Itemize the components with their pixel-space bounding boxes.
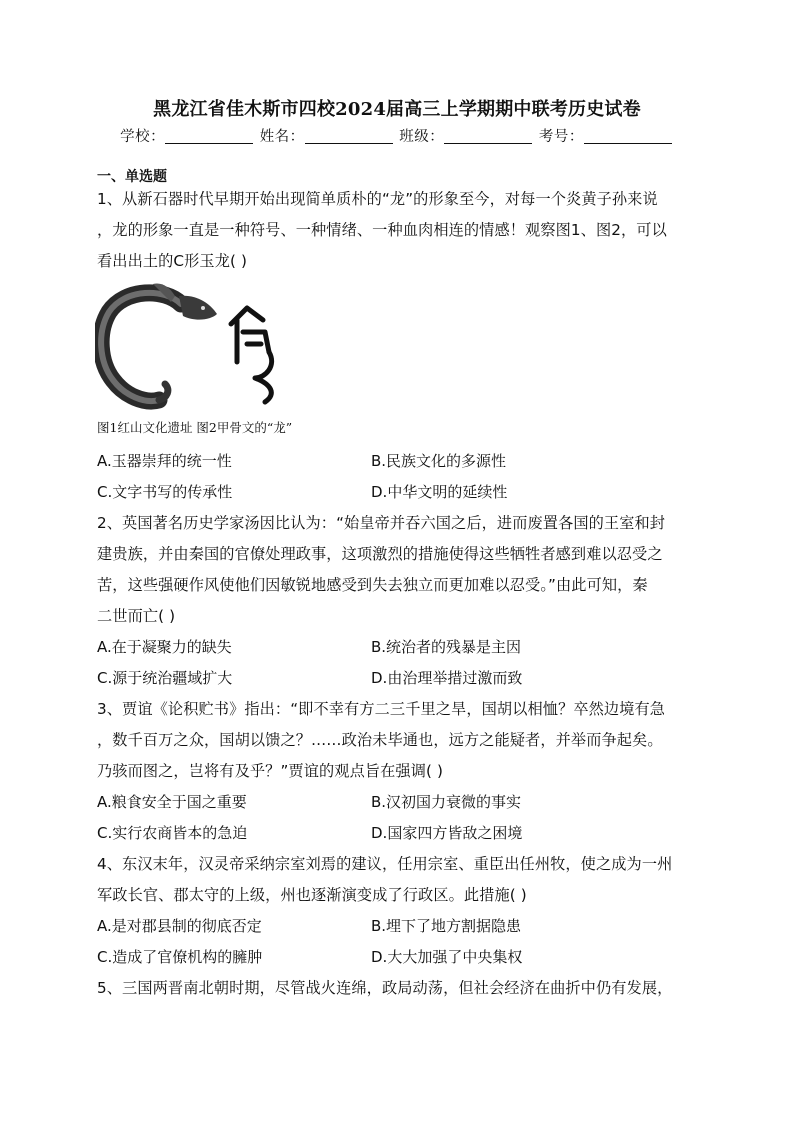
school-label: 学校： <box>120 129 166 145</box>
jade-dragon-figure <box>95 282 295 412</box>
student-info-row <box>0 125 794 146</box>
q4-option-a[interactable]: A.是对郡县制的彻底否定 <box>97 917 262 935</box>
q1-option-b[interactable]: B.民族文化的多源性 <box>371 452 507 470</box>
q3-text-line-1: 3、贾谊《论积贮书》指出：“即不幸有方二三千里之旱，国胡以相恤？卒然边境有急 <box>97 700 666 718</box>
q3-text-line-2: ，数千百万之众，国胡以馈之？……政治未毕通也，远方之能疑者，并举而争起矣。 <box>97 731 663 749</box>
q2-option-c[interactable]: C.源于统治疆域扩大 <box>97 669 233 687</box>
q2-text-line-4: 二世而亡( ) <box>97 607 176 625</box>
q4-text-line-1: 4、东汉末年，汉灵帝采纳宗室刘焉的建议，任用宗室、重臣出任州牧，使之成为一州 <box>97 855 673 873</box>
school-blank <box>165 128 253 144</box>
q1-text-line-1: 1、从新石器时代早期开始出现简单质朴的“龙”的形象至今，对每一个炎黄子孙来说 <box>97 190 658 208</box>
q3-option-a[interactable]: A.粮食安全于国之重要 <box>97 793 247 811</box>
q1-text-line-2: ，龙的形象一直是一种符号、一种情绪、一种血肉相连的情感！观察图1、图2，可以 <box>97 221 667 239</box>
q4-text-line-2: 军政长官、郡太守的上级，州也逐渐演变成了行政区。此措施( ) <box>97 886 527 904</box>
section-heading: 一、单选题 <box>97 169 167 185</box>
q2-text-line-3: 苦，这些强硬作风使他们因敏锐地感受到失去独立而更加难以忍受。”由此可知，秦 <box>97 576 648 594</box>
q4-option-d[interactable]: D.大大加强了中央集权 <box>371 948 523 966</box>
oracle-bone-dragon-glyph <box>231 308 272 402</box>
class-label: 班级： <box>399 129 445 145</box>
q4-option-c[interactable]: C.造成了官僚机构的臃肿 <box>97 948 263 966</box>
jade-dragon-image <box>101 284 217 402</box>
q5-text-line-1: 5、三国两晋南北朝时期，尽管战火连绵，政局动荡，但社会经济在曲折中仍有发展， <box>97 979 673 997</box>
q2-text-line-2: 建贵族，并由秦国的官僚处理政事，这项激烈的措施使得这些牺牲者感到难以忍受之 <box>97 545 663 563</box>
q2-option-a[interactable]: A.在于凝聚力的缺失 <box>97 638 232 656</box>
q4-option-b[interactable]: B.埋下了地方割据隐患 <box>371 917 522 935</box>
q3-option-c[interactable]: C.实行农商皆本的急迫 <box>97 824 248 842</box>
q3-option-b[interactable]: B.汉初国力衰微的事实 <box>371 793 522 811</box>
q2-text-line-1: 2、英国著名历史学家汤因比认为：“始皇帝并吞六国之后，进而废置各国的王室和封 <box>97 514 666 532</box>
q1-option-d[interactable]: D.中华文明的延续性 <box>371 483 508 501</box>
q1-option-a[interactable]: A.玉器崇拜的统一性 <box>97 452 232 470</box>
q3-text-line-3: 乃骇而图之，岂将有及乎？”贾谊的观点旨在强调( ) <box>97 762 443 780</box>
figure-caption: 图1红山文化遗址 图2甲骨文的“龙” <box>97 420 293 435</box>
name-label: 姓名： <box>259 129 305 145</box>
exam-number-blank <box>584 128 672 144</box>
class-blank <box>444 128 532 144</box>
q2-option-d[interactable]: D.由治理举措过激而致 <box>371 669 523 687</box>
q2-option-b[interactable]: B.统治者的残暴是主因 <box>371 638 522 656</box>
exam-number-label: 考号： <box>538 129 584 145</box>
q3-option-d[interactable]: D.国家四方皆敌之困境 <box>371 824 523 842</box>
q1-option-c[interactable]: C.文字书写的传承性 <box>97 483 233 501</box>
name-blank <box>305 128 393 144</box>
exam-title: 黑龙江省佳木斯市四校2024届高三上学期期中联考历史试卷 <box>153 99 641 120</box>
q1-text-line-3: 看出出土的C形玉龙( ) <box>97 252 247 270</box>
